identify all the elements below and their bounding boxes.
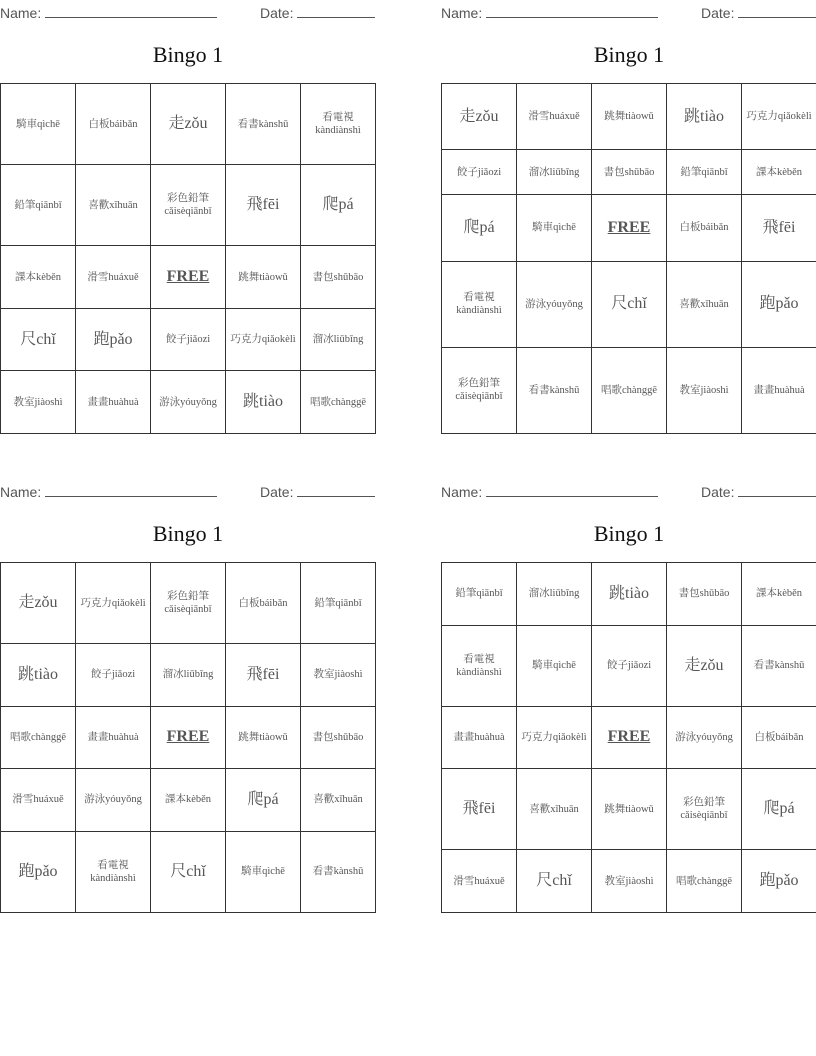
bingo-cell[interactable]: 鉛筆qiānbǐ — [667, 150, 742, 195]
bingo-grid — [441, 83, 816, 434]
bingo-cell[interactable]: 騎車qìchē — [517, 195, 592, 261]
card-header — [441, 3, 816, 19]
bingo-cell[interactable]: 彩色鉛筆 cǎisèqiānbǐ — [442, 347, 517, 433]
bingo-cell[interactable]: 爬pá — [301, 165, 376, 246]
bingo-cell[interactable]: 騎車qìchē — [226, 831, 301, 912]
grid-row — [1, 706, 376, 769]
bingo-cell[interactable]: 彩色鉛筆 cǎisèqiānbǐ — [667, 769, 742, 850]
card-header — [0, 3, 376, 19]
bingo-cell[interactable]: 唱歌chànggē — [667, 850, 742, 913]
name-label: Name: — [0, 484, 42, 500]
bingo-cell[interactable]: 喜歡xǐhuān — [667, 261, 742, 347]
bingo-cell[interactable]: 飛fēi — [442, 769, 517, 850]
grid-row — [1, 563, 376, 644]
bingo-cell[interactable]: 溜冰liūbīng — [517, 563, 592, 626]
bingo-cell[interactable]: 看電視 kàndiànshì — [442, 261, 517, 347]
bingo-cell[interactable]: 課本kèběn — [151, 769, 226, 832]
name-blank-line[interactable] — [486, 482, 658, 497]
name-label: Name: — [441, 484, 483, 500]
grid-row — [1, 84, 376, 165]
name-field — [0, 3, 217, 21]
bingo-cell[interactable]: 看電視 kàndiànshì — [76, 831, 151, 912]
bingo-cell[interactable]: 畫畫huàhuà — [76, 706, 151, 769]
bingo-cell[interactable]: 巧克力qiǎokèlì — [76, 563, 151, 644]
bingo-grid — [0, 83, 376, 434]
bingo-cell[interactable]: 課本kèběn — [1, 246, 76, 309]
bingo-cell[interactable]: 滑雪huáxuě — [1, 769, 76, 832]
name-field — [441, 482, 658, 500]
date-label: Date: — [260, 484, 294, 500]
bingo-cell[interactable]: 跳舞tiàowǔ — [226, 246, 301, 309]
bingo-cell[interactable]: 跳tiào — [1, 644, 76, 707]
date-label: Date: — [260, 5, 294, 21]
grid-row — [1, 644, 376, 707]
bingo-cell[interactable]: 看電視 kàndiànshì — [301, 84, 376, 165]
grid-row — [442, 150, 816, 195]
bingo-cell[interactable]: 溜冰liūbīng — [151, 644, 226, 707]
grid-row — [442, 563, 816, 626]
card-title: Bingo 1 — [593, 42, 665, 67]
bingo-cell[interactable]: 喜歡xǐhuān — [76, 165, 151, 246]
bingo-cell[interactable]: 跳tiào — [667, 84, 742, 150]
grid-row — [442, 625, 816, 706]
bingo-cell[interactable]: 走zǒu — [1, 563, 76, 644]
name-label: Name: — [0, 5, 42, 21]
name-blank-line[interactable] — [45, 482, 217, 497]
name-field — [441, 3, 658, 21]
date-field — [260, 3, 375, 21]
date-blank-line[interactable] — [297, 482, 375, 497]
bingo-cell[interactable]: 跳tiào — [226, 371, 301, 434]
bingo-cell[interactable]: 唱歌chànggē — [592, 347, 667, 433]
bingo-cell[interactable]: 游泳yóuyǒng — [517, 261, 592, 347]
bingo-cell[interactable]: 彩色鉛筆 cǎisèqiānbǐ — [151, 165, 226, 246]
free-space-cell[interactable]: FREE — [592, 195, 667, 261]
bingo-cell[interactable]: 看書kànshū — [742, 625, 816, 706]
grid-row — [1, 831, 376, 912]
bingo-cell[interactable]: 游泳yóuyǒng — [151, 371, 226, 434]
card-header — [441, 482, 816, 498]
grid-row — [442, 195, 816, 261]
date-field — [701, 482, 816, 500]
card-header — [0, 482, 376, 498]
grid-row — [442, 769, 816, 850]
bingo-cell[interactable]: 爬pá — [742, 769, 816, 850]
bingo-cell[interactable]: 走zǒu — [442, 84, 517, 150]
bingo-grid — [0, 562, 376, 913]
grid-row — [442, 706, 816, 769]
bingo-cell[interactable]: 飛fēi — [226, 644, 301, 707]
bingo-cell[interactable]: 尺chǐ — [151, 831, 226, 912]
bingo-cell[interactable]: 餃子jiǎozi — [76, 644, 151, 707]
bingo-cell[interactable]: 唱歌chànggē — [301, 371, 376, 434]
bingo-cell[interactable]: 白板báibǎn — [742, 706, 816, 769]
bingo-cell[interactable]: 喜歡xǐhuān — [301, 769, 376, 832]
bingo-cell[interactable]: 教室jiàoshì — [592, 850, 667, 913]
bingo-cell[interactable]: 巧克力qiǎokèlì — [226, 308, 301, 371]
date-blank-line[interactable] — [738, 3, 816, 18]
bingo-cell[interactable]: 白板báibǎn — [667, 195, 742, 261]
bingo-cell[interactable]: 教室jiàoshì — [301, 644, 376, 707]
name-blank-line[interactable] — [486, 3, 658, 18]
grid-row — [442, 347, 816, 433]
bingo-cell[interactable]: 尺chǐ — [517, 850, 592, 913]
bingo-cell[interactable]: 走zǒu — [667, 625, 742, 706]
grid-row — [1, 308, 376, 371]
bingo-cell[interactable]: 走zǒu — [151, 84, 226, 165]
date-field — [260, 482, 375, 500]
free-space-cell[interactable]: FREE — [592, 706, 667, 769]
bingo-cell[interactable]: 跳舞tiàowǔ — [226, 706, 301, 769]
name-blank-line[interactable] — [45, 3, 217, 18]
bingo-cell[interactable]: 飛fēi — [742, 195, 816, 261]
bingo-cell[interactable]: 跑pǎo — [742, 850, 816, 913]
bingo-cell[interactable]: 餃子jiǎozi — [151, 308, 226, 371]
bingo-cell[interactable]: 鉛筆qiānbǐ — [301, 563, 376, 644]
date-field — [701, 3, 816, 21]
grid-row — [442, 84, 816, 150]
bingo-cell[interactable]: 唱歌chànggē — [1, 706, 76, 769]
date-blank-line[interactable] — [738, 482, 816, 497]
grid-row — [442, 850, 816, 913]
bingo-cell[interactable]: 畫畫huàhuà — [742, 347, 816, 433]
date-label: Date: — [701, 5, 735, 21]
bingo-cell[interactable]: 飛fēi — [226, 165, 301, 246]
bingo-cell[interactable]: 看書kànshū — [517, 347, 592, 433]
grid-row — [442, 261, 816, 347]
bingo-cell[interactable]: 跑pǎo — [1, 831, 76, 912]
grid-row — [1, 246, 376, 309]
bingo-cell[interactable]: 騎車qìchē — [1, 84, 76, 165]
bingo-cell[interactable]: 跳舞tiàowǔ — [592, 84, 667, 150]
bingo-cell[interactable]: 畫畫huàhuà — [76, 371, 151, 434]
bingo-cell[interactable]: 餃子jiǎozi — [592, 625, 667, 706]
card-title: Bingo 1 — [152, 42, 224, 67]
bingo-cell[interactable]: 看電視 kàndiànshì — [442, 625, 517, 706]
bingo-cell[interactable]: 白板báibǎn — [226, 563, 301, 644]
bingo-cell[interactable]: 溜冰liūbīng — [517, 150, 592, 195]
bingo-cell[interactable]: 鉛筆qiānbǐ — [1, 165, 76, 246]
card-title: Bingo 1 — [152, 521, 224, 546]
grid-row — [1, 769, 376, 832]
bingo-cell[interactable]: 鉛筆qiānbǐ — [442, 563, 517, 626]
bingo-cell[interactable]: 教室jiàoshì — [667, 347, 742, 433]
grid-row — [1, 165, 376, 246]
bingo-cell[interactable]: 書包shūbāo — [301, 246, 376, 309]
bingo-cell[interactable]: 書包shūbāo — [592, 150, 667, 195]
bingo-cell[interactable]: 看書kànshū — [301, 831, 376, 912]
bingo-cell[interactable]: 騎車qìchē — [517, 625, 592, 706]
free-space-cell[interactable]: FREE — [151, 246, 226, 309]
bingo-cell[interactable]: 書包shūbāo — [301, 706, 376, 769]
bingo-grid — [441, 562, 816, 913]
bingo-cell[interactable]: 巧克力qiǎokèlì — [742, 84, 816, 150]
name-label: Name: — [441, 5, 483, 21]
bingo-cell[interactable]: 爬pá — [442, 195, 517, 261]
bingo-cell[interactable]: 課本kèběn — [742, 563, 816, 626]
bingo-cell[interactable]: 看書kànshū — [226, 84, 301, 165]
date-label: Date: — [701, 484, 735, 500]
bingo-cell[interactable]: 巧克力qiǎokèlì — [517, 706, 592, 769]
card-title: Bingo 1 — [593, 521, 665, 546]
bingo-cell[interactable]: 畫畫huàhuà — [442, 706, 517, 769]
bingo-cell[interactable]: 喜歡xǐhuān — [517, 769, 592, 850]
free-space-cell[interactable]: FREE — [151, 706, 226, 769]
bingo-cell[interactable]: 游泳yóuyǒng — [76, 769, 151, 832]
bingo-cell[interactable]: 游泳yóuyǒng — [667, 706, 742, 769]
bingo-cell[interactable]: 尺chǐ — [592, 261, 667, 347]
bingo-cell[interactable]: 彩色鉛筆 cǎisèqiānbǐ — [151, 563, 226, 644]
name-field — [0, 482, 217, 500]
bingo-cell[interactable]: 課本kèběn — [742, 150, 816, 195]
bingo-cell[interactable]: 跳tiào — [592, 563, 667, 626]
bingo-cell[interactable]: 餃子jiǎozi — [442, 150, 517, 195]
grid-row — [1, 371, 376, 434]
date-blank-line[interactable] — [297, 3, 375, 18]
bingo-cell[interactable]: 跳舞tiàowǔ — [592, 769, 667, 850]
bingo-cell[interactable]: 溜冰liūbīng — [301, 308, 376, 371]
bingo-cell[interactable]: 白板báibǎn — [76, 84, 151, 165]
bingo-cell[interactable]: 爬pá — [226, 769, 301, 832]
bingo-cell[interactable]: 滑雪huáxuě — [76, 246, 151, 309]
bingo-cell[interactable]: 滑雪huáxuě — [517, 84, 592, 150]
bingo-cell[interactable]: 滑雪huáxuě — [442, 850, 517, 913]
bingo-cell[interactable]: 尺chǐ — [1, 308, 76, 371]
bingo-cell[interactable]: 跑pǎo — [742, 261, 816, 347]
bingo-cell[interactable]: 跑pǎo — [76, 308, 151, 371]
bingo-cell[interactable]: 教室jiàoshì — [1, 371, 76, 434]
bingo-cell[interactable]: 書包shūbāo — [667, 563, 742, 626]
